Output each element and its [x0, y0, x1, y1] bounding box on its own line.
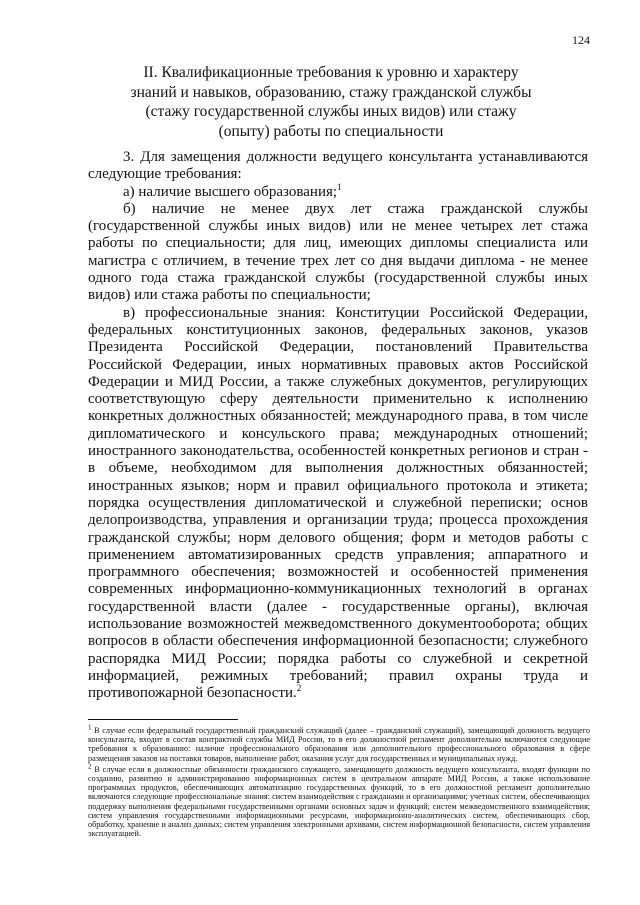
heading-line: (опыту) работы по специальности: [218, 122, 444, 140]
heading-line: знаний и навыков, образованию, стажу гражданской службы: [130, 83, 532, 101]
heading-line: (стажу государственной службы иных видов) или стажу: [145, 103, 517, 120]
footnote-ref-1: 1: [337, 181, 342, 192]
intro-paragraph: 3. Для замещения должности ведущего консультанта устанавливаются следующие требования:: [88, 149, 588, 183]
requirement-a: [88, 181, 588, 201]
footnote-1-mark: 1: [88, 723, 92, 732]
footnote-2-mark: 2: [88, 762, 92, 771]
heading-line: II. Квалификационные требования к уровню и характеру: [143, 64, 519, 81]
footnote-1-text: В случае если федеральный государственный гражданский служащий (далее – гражданский служащий), замещающий должность ведущего консультанта, входит в состав контрактной службы МИД России, то в его должностной регламент дополнительно включаются следующие требования к образованию: наличие профессионального образования или дополнительного профессионального образования в сфере размещения заказов на поставки товаров, выполнение работ, оказания услуг для государственных и муниципальных нужд.: [88, 726, 590, 763]
page-number: 124: [572, 33, 590, 47]
footnote-ref-2: 2: [296, 683, 302, 694]
footnotes: [88, 723, 590, 839]
requirement-b: б) наличие не менее двух лет стажа гражданской службы (государственной службы иных видов) или не менее четырех лет стажа работы по специальности; для лиц, имеющих дипломы специалиста или магистра с отличием, в течение трех лет со дня выдачи диплома - не менее одного года стажа гражданской службы (государственной службы иных видов) или стажа работы по специальности;: [88, 200, 588, 304]
footnote-1: [88, 723, 590, 763]
requirement-c: [88, 305, 588, 703]
body-text: [88, 149, 588, 703]
requirement-c-text: в) профессиональные знания: Конституции Российской Федерации, федеральных конституционных законов, федеральных законов, указов Президента Российской Федерации, постановлений Правительства Российской Федерации, иных нормативных правовых актов Российской Федерации и МИД России, а также служебных документов, регулирующих соответствующую сферу деятельности применительно к исполнению конкретных должностных обязанностей; международного права, в том числе дипломатического и консульского права; международных отношений; иностранного законодательства, особенностей конкретных регионов и стран - в объеме, необходимом для выполнения должностных обязанностей; иностранных языков; норм и правил официального протокола и этикета; порядка осуществления дипломатической и служебной переписки; основ делопроизводства, управления и организации труда; процесса прохождения гражданской службы; норм делового общения; форм и методов работы с применением автоматизированных средств управления; аппаратного и программного обеспечения; возможностей и особенностей применения современных информационно-коммуникационных технологий в органах государственной власти (далее - государственные органы), включая использование возможностей межведомственного документооборота; общих вопросов в области обеспечения информационной безопасности; служебного распорядка МИД России; порядка работы со служебной и секретной информацией, режимных требований; правил охраны труда и противопожарной безопасности.: [88, 304, 588, 702]
footnote-2: [88, 762, 590, 839]
footnote-separator: [88, 719, 238, 720]
footnote-2-text: В случае если в должностные обязанности гражданского служащего, замещающего должность ведущего консультанта, входят функции по созданию, развитию и администрированию информационных систем в центральном аппарате МИД России, а также использование программных продуктов, обеспечивающих автоматизацию государственных функций, то в его должностной регламент дополнительно включаются следующие профессиональные знания: систем взаимодействия с гражданами и организациями; учетных систем, обеспечивающих поддержку выполнения федеральными государственными органами основных задач и функций; систем межведомственного взаимодействия; систем управления государственными информационными ресурсами, информационно-аналитических систем, обеспечивающих сбор, обработку, хранение и анализ данных; систем управления электронными архивами, систем информационной безопасности, систем управления эксплуатацией.: [88, 764, 590, 839]
requirement-a-text: а) наличие высшего образования;: [123, 183, 338, 200]
section-heading: [92, 63, 570, 141]
